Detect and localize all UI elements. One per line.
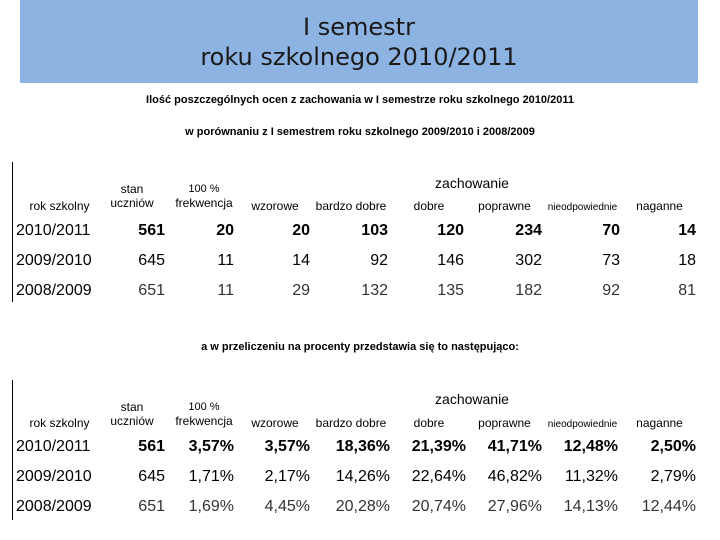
row-freq: 11 [217,252,234,269]
grade-header-nieodpowiednie: nieodpowiednie [547,419,618,430]
row-wzorowe: 2,17% [264,468,310,485]
col-header-freq: 100 % frekwencja [175,401,233,428]
grade-header-wzorowe: wzorowe [251,199,299,213]
row-naganne: 2,79% [650,468,696,485]
col-header-freq: 100 % frekwencja [175,183,233,210]
grade-header-poprawne: poprawne [478,416,531,430]
row-dobre: 22,64% [411,468,466,485]
row-stan: 645 [138,252,165,269]
row-bardzo-dobre: 103 [361,222,388,239]
row-freq: 1,71% [188,468,234,485]
row-dobre: 120 [437,222,464,239]
row-year: 2008/2009 [16,282,92,299]
title-line-2: roku szkolnego 2010/2011 [200,42,518,71]
row-naganne: 18 [678,252,696,269]
col-header-year: rok szkolny [29,416,90,430]
row-freq: 11 [217,282,234,299]
row-wzorowe: 20 [292,222,310,239]
row-stan: 645 [138,468,165,485]
table-left-border [12,380,13,520]
row-wzorowe: 3,57% [264,438,310,455]
grade-header-bardzo-dobre: bardzo dobre [315,416,387,430]
row-year: 2008/2009 [16,498,92,515]
row-naganne: 81 [678,282,696,299]
col-header-stan: stan uczniów [110,400,154,428]
row-poprawne: 234 [515,222,542,239]
group-header-zachowanie: zachowanie [435,391,509,407]
row-poprawne: 41,71% [487,438,542,455]
row-bardzo-dobre: 18,36% [335,438,390,455]
row-dobre: 146 [437,252,464,269]
row-nieodpowiednie: 70 [602,222,620,239]
row-year: 2009/2010 [16,252,92,269]
row-poprawne: 27,96% [487,498,542,515]
row-bardzo-dobre: 20,28% [335,498,390,515]
grade-header-bardzo-dobre: bardzo dobre [315,199,387,213]
percent-intro-text: a w przeliczeniu na procenty przedstawia się to następująco: [201,341,519,353]
col-header-year: rok szkolny [29,199,90,213]
row-nieodpowiednie: 92 [602,282,620,299]
grade-header-dobre: dobre [413,199,445,213]
grade-header-nieodpowiednie: nieodpowiednie [547,202,618,213]
row-naganne: 2,50% [650,438,696,455]
group-header-zachowanie: zachowanie [435,175,509,191]
row-bardzo-dobre: 132 [361,282,388,299]
row-naganne: 12,44% [641,498,696,515]
grade-header-poprawne: poprawne [478,199,531,213]
row-bardzo-dobre: 92 [370,252,388,269]
row-stan: 651 [138,282,165,299]
row-freq: 3,57% [188,438,234,455]
description-line-2: w porównaniu z I semestrem roku szkolnego 2009/2010 i 2008/2009 [185,126,535,138]
row-stan: 651 [138,498,165,515]
row-stan: 561 [138,222,165,239]
table-left-border [12,162,13,302]
row-wzorowe: 14 [292,252,310,269]
description-line-1: Ilość poszczególnych ocen z zachowania w I semestrze roku szkolnego 2010/2011 [146,94,574,106]
row-dobre: 135 [437,282,464,299]
col-header-stan: stan uczniów [110,182,154,210]
row-nieodpowiednie: 14,13% [563,498,618,515]
title-line-1: I semestr [303,12,415,41]
title-banner [20,0,698,83]
grades-count-table [12,162,698,302]
row-year: 2010/2011 [16,222,91,239]
row-nieodpowiednie: 73 [602,252,620,269]
row-naganne: 14 [678,222,696,239]
row-dobre: 20,74% [411,498,466,515]
row-wzorowe: 29 [292,282,310,299]
row-nieodpowiednie: 11,32% [564,468,618,485]
row-year: 2010/2011 [16,438,91,455]
row-nieodpowiednie: 12,48% [563,438,618,455]
row-bardzo-dobre: 14,26% [335,468,390,485]
row-freq: 1,69% [188,498,234,515]
grade-header-wzorowe: wzorowe [251,416,299,430]
row-dobre: 21,39% [411,438,466,455]
row-year: 2009/2010 [16,468,92,485]
row-poprawne: 182 [515,282,542,299]
row-wzorowe: 4,45% [264,498,310,515]
grade-header-naganne: naganne [636,416,683,430]
grade-header-naganne: naganne [636,199,683,213]
row-poprawne: 302 [515,252,542,269]
row-freq: 20 [216,222,234,239]
grades-percent-table [12,380,698,520]
row-stan: 561 [138,438,165,455]
grade-header-dobre: dobre [413,416,445,430]
row-poprawne: 46,82% [487,468,542,485]
